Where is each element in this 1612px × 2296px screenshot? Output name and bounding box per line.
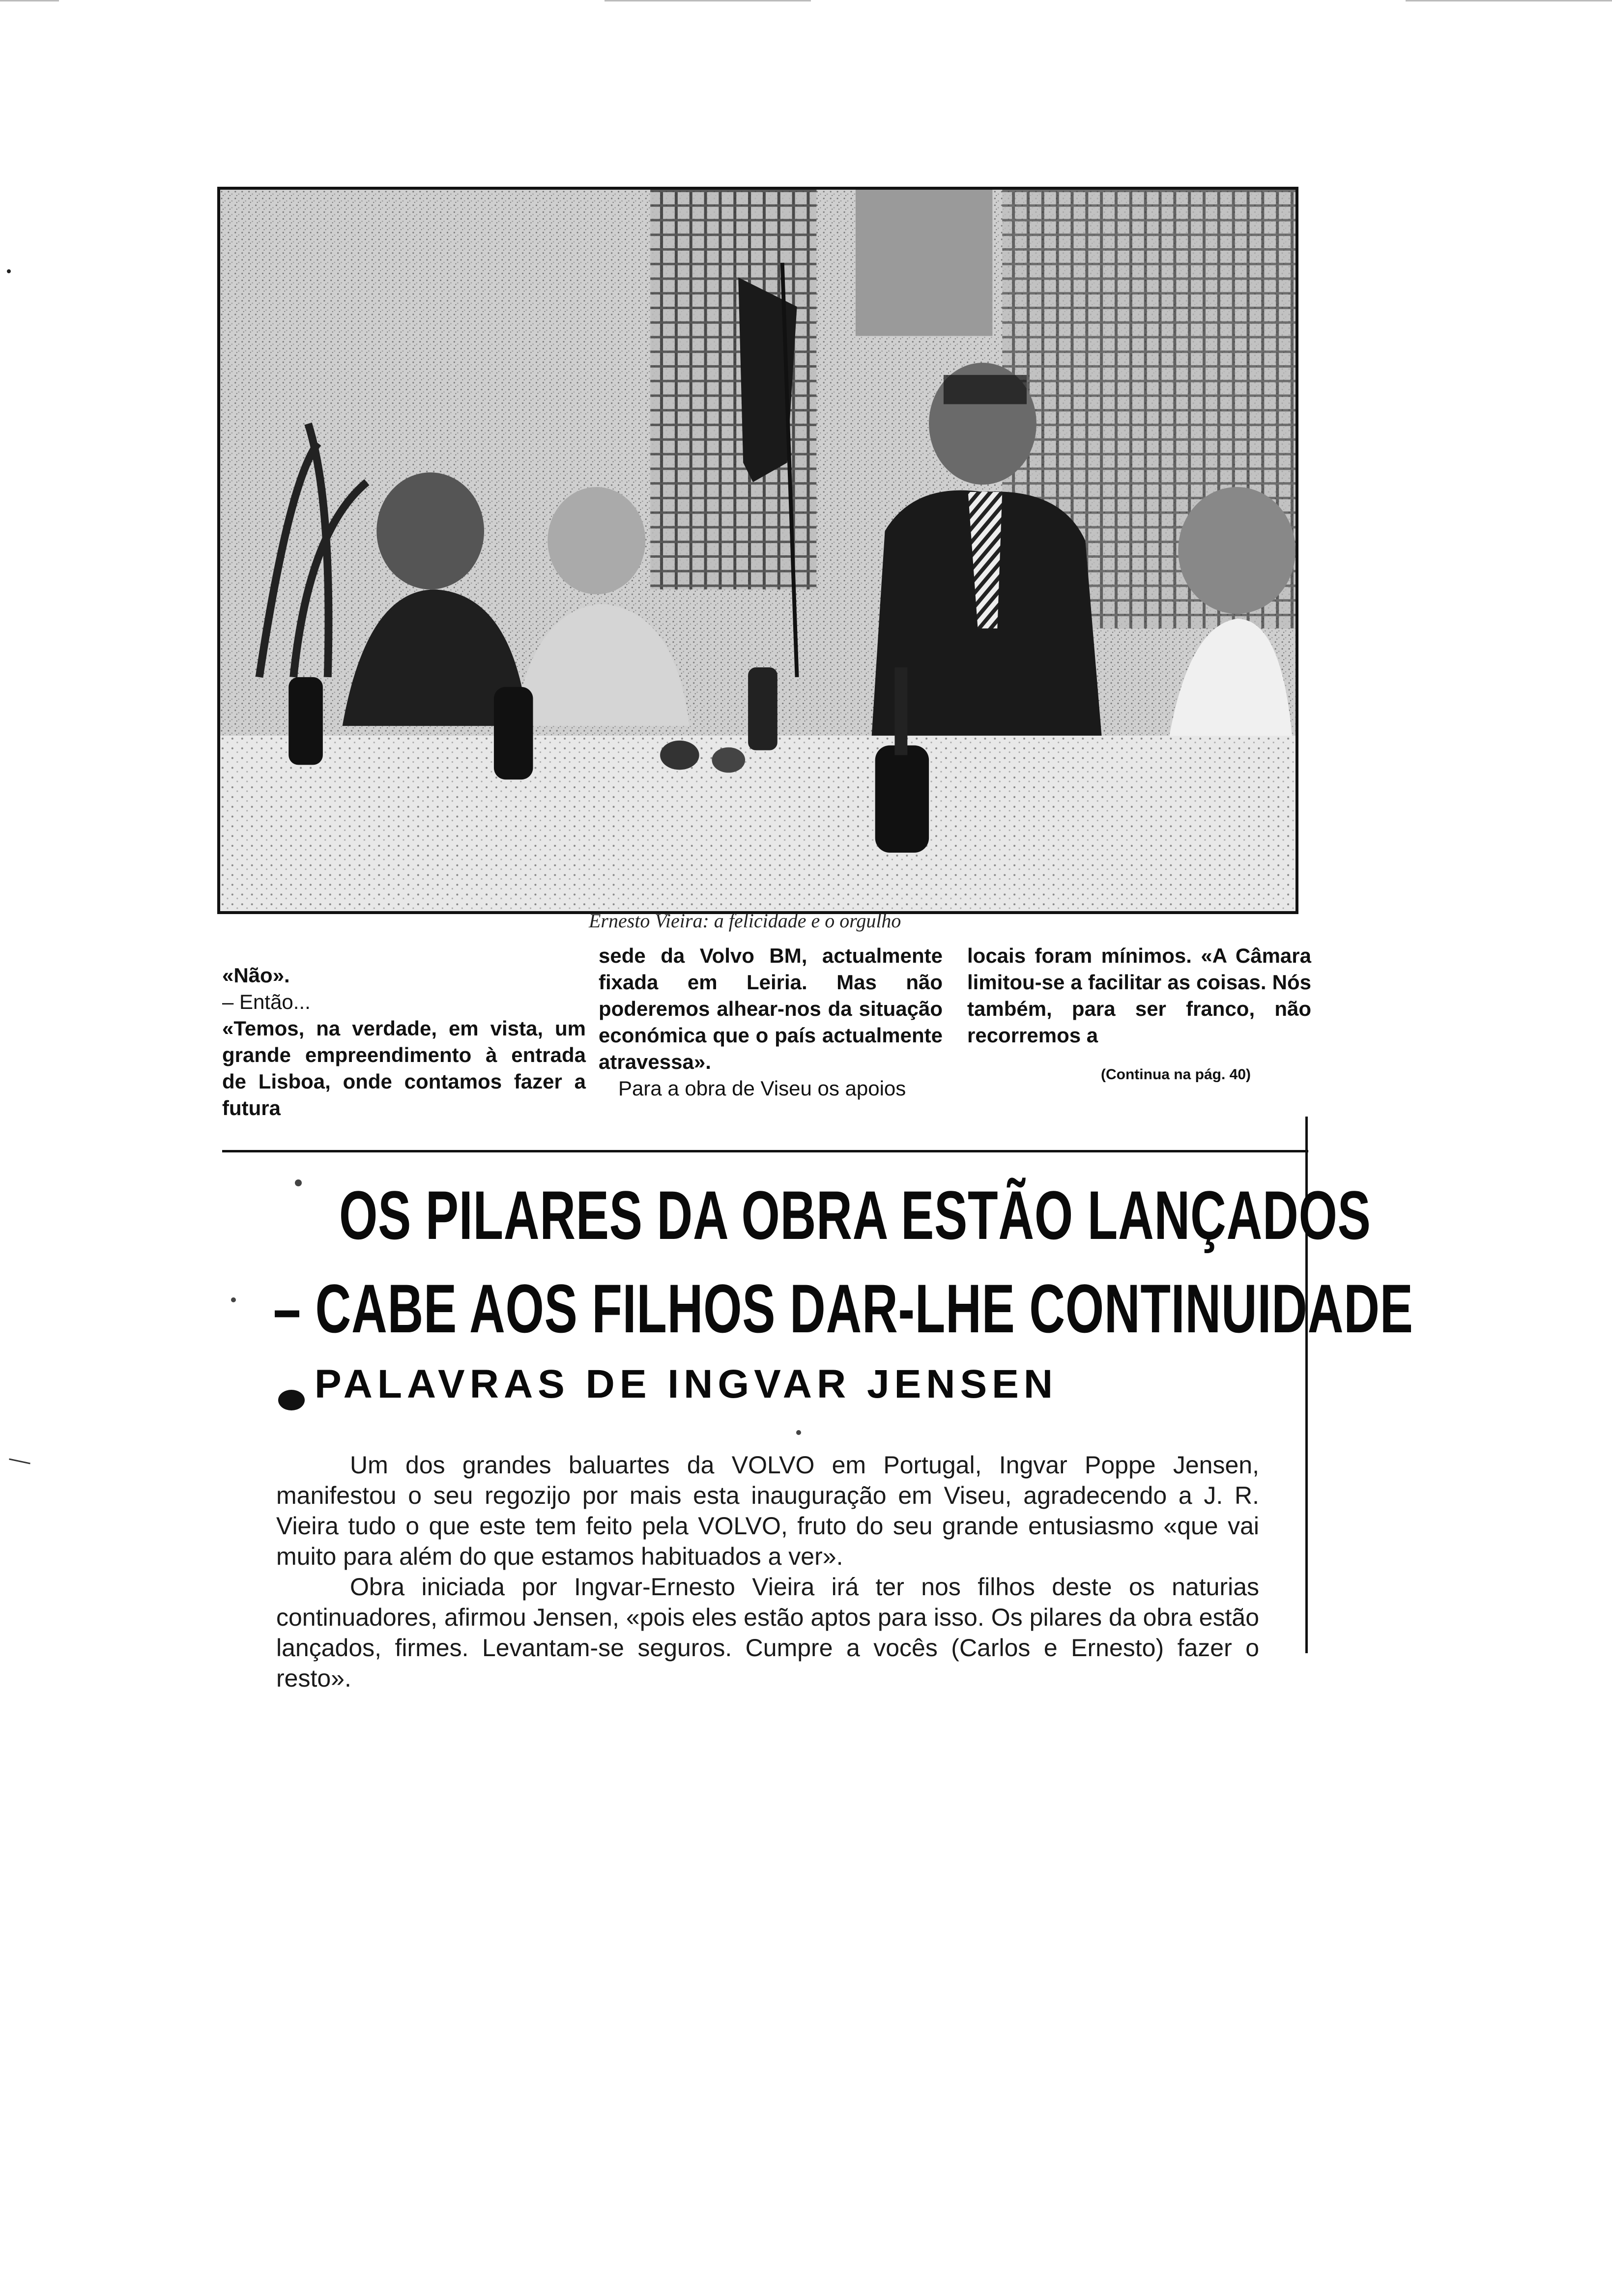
scan-edge-line (0, 0, 59, 1)
headline-line-2: – CABE AOS FILHOS DAR-LHE CONTINUIDADE (273, 1270, 1413, 1347)
scan-speck (7, 269, 11, 273)
col1-paragraph: «Temos, na verdade, em vista, um grande empreendimento à entrada de Lisboa, onde contamos fazer a futura (222, 1017, 586, 1119)
col3-paragraph: locais foram mínimos. «A Câmara limitou-se a facilitar as coisas. Nós também, para ser franco, não recorremos a (967, 944, 1311, 1047)
scan-edge-line (604, 0, 811, 1)
article-top-rule (222, 1150, 1308, 1152)
article-body (276, 1450, 1259, 1693)
text-column-1 (222, 962, 586, 1121)
headline-line-1: OS PILARES DA OBRA ESTÃO LANÇADOS (339, 1177, 1371, 1254)
continuation-note: (Continua na pág. 40) (1101, 1066, 1251, 1083)
col2-line: Para a obra de Viseu os apoios (618, 1077, 906, 1100)
article-paragraph-1: Um dos grandes baluartes da VOLVO em Portugal, Ingvar Poppe Jensen, manifestou o seu regozijo por mais esta inauguração em Viseu, agradecendo a J. R. Vieira tudo o que este tem feito pela VOLVO, fruto do seu grande entusiasmo «que vai muito para além do que estamos habituados a ver». (276, 1451, 1259, 1570)
text-column-2 (599, 943, 943, 1102)
scan-edge-line (1406, 0, 1612, 1)
subheadline: PALAVRAS DE INGVAR JENSEN (315, 1362, 1058, 1406)
text-column-3 (967, 943, 1311, 1049)
scan-speck (796, 1430, 801, 1435)
col1-line-1: «Não». (222, 964, 290, 987)
col2-paragraph: sede da Volvo BM, actualmente fixada em Leiria. Mas não poderemos alhear-nos da situação económica que o país actualmente atravessa». (599, 944, 943, 1073)
scan-mark (9, 1458, 30, 1464)
article-paragraph-2: Obra iniciada por Ingvar-Ernesto Vieira irá ter nos filhos deste os naturias continuadores, afirmou Jensen, «pois eles estão aptos para isso. Os pilares da obra estão lançados, firmes. Levantam-se seguros. Cumpre a vocês (Carlos e Ernesto) fazer o resto». (276, 1573, 1259, 1692)
bullet-icon (278, 1390, 305, 1410)
photo-caption: Ernesto Vieira: a felicidade e o orgulho (589, 910, 901, 932)
photo-scene (220, 190, 1295, 911)
scan-speck (295, 1179, 302, 1186)
scan-speck (231, 1297, 236, 1302)
news-photo (217, 187, 1298, 914)
col1-line-2: – Então... (222, 990, 311, 1013)
